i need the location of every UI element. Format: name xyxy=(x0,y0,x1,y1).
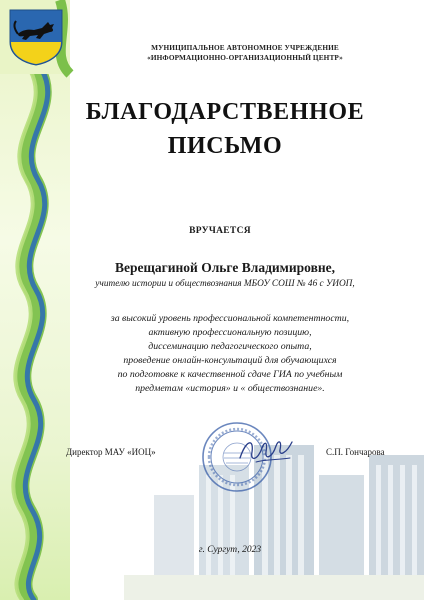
gratitude-line: проведение онлайн-консультаций для обучающихся xyxy=(123,355,337,366)
organization-name: «ИНФОРМАЦИОННО-ОРГАНИЗАЦИОННЫЙ ЦЕНТР» xyxy=(147,53,343,62)
title-line-1: БЛАГОДАРСТВЕННОЕ xyxy=(85,99,365,125)
document-title xyxy=(80,95,370,163)
recipient-position: учителю истории и обществознания МБОУ СОШ № 46 с УИОП, xyxy=(95,279,355,289)
organization-header xyxy=(110,43,380,63)
gratitude-text xyxy=(80,312,380,396)
gratitude-line: по подготовке к качественной сдаче ГИА по учебным xyxy=(117,369,343,380)
place-and-date: г. Сургут, 2023 xyxy=(198,545,262,555)
gratitude-line: диссеминацию педагогического опыта, xyxy=(148,341,312,352)
gratitude-line: за высокий уровень профессиональной компетентности, xyxy=(110,313,350,324)
director-label: Директор МАУ «ИОЦ» xyxy=(66,447,156,457)
handwritten-signature xyxy=(236,432,296,468)
city-coat-of-arms-icon xyxy=(8,8,64,66)
gratitude-line: активную профессиональную позицию, xyxy=(148,327,312,338)
awarded-label: ВРУЧАЕТСЯ xyxy=(189,226,251,236)
recipient-name: Верещагиной Ольге Владимировне, xyxy=(114,260,336,275)
gratitude-line: предметам «история» и « обществознание». xyxy=(135,383,325,394)
signer-name: С.П. Гончарова xyxy=(326,447,385,457)
title-line-2: ПИСЬМО xyxy=(167,133,283,159)
decorative-ribbon xyxy=(0,0,80,600)
organization-type: МУНИЦИПАЛЬНОЕ АВТОНОМНОЕ УЧРЕЖДЕНИЕ xyxy=(151,43,339,52)
